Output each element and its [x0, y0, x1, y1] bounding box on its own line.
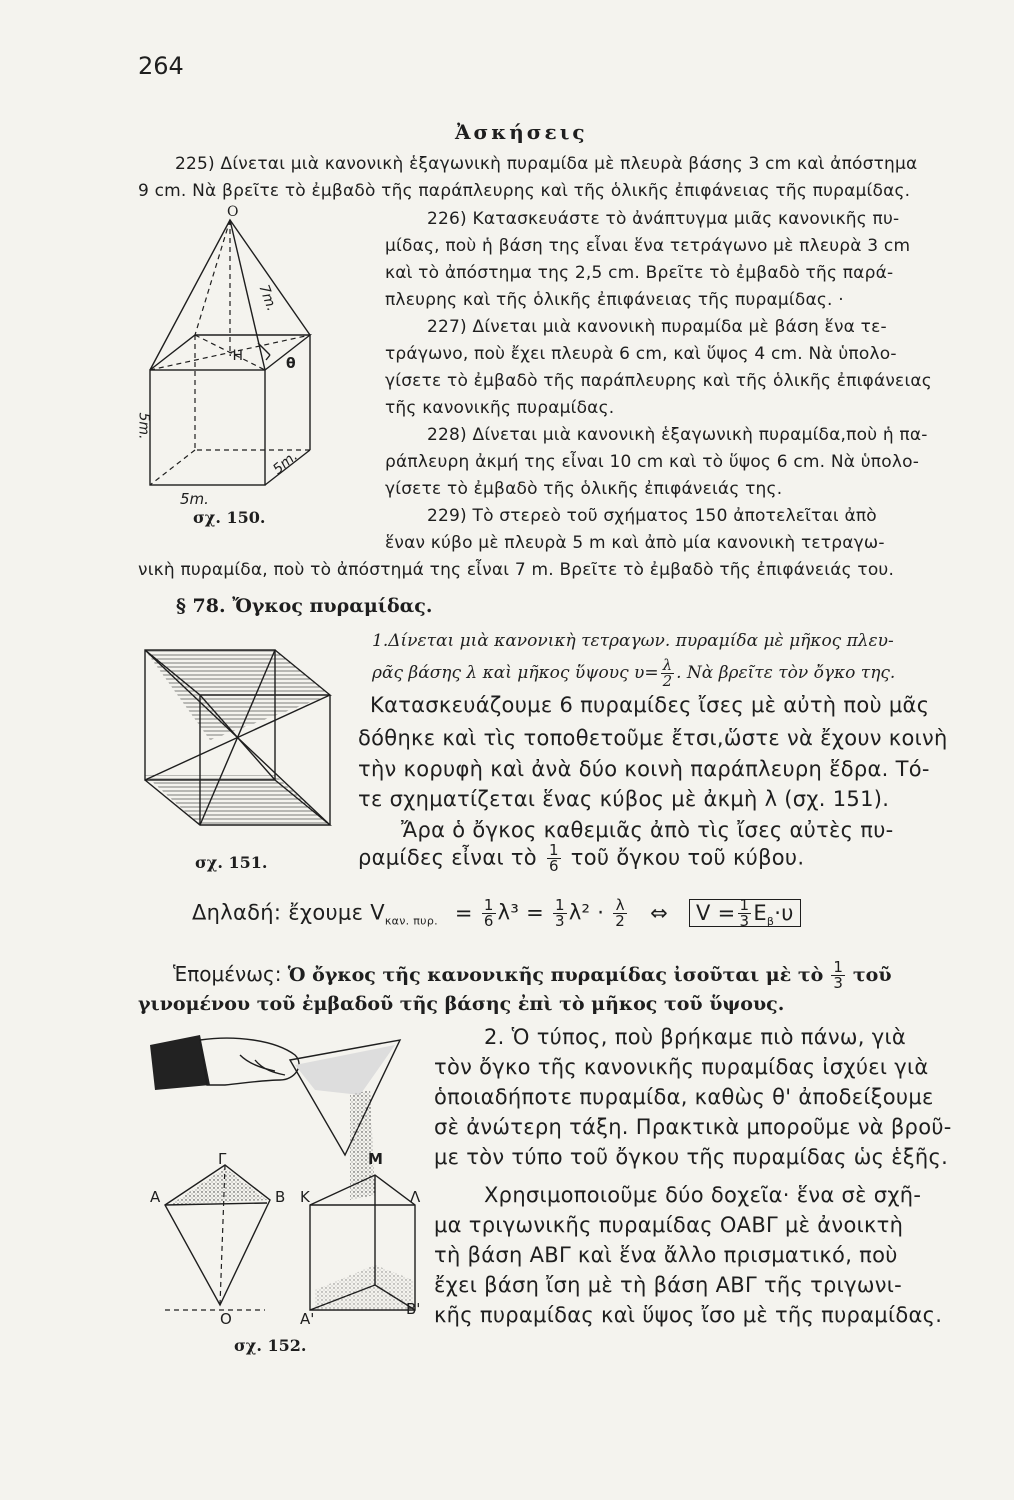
- fig152-label-alpha-prime: Α': [300, 1310, 315, 1328]
- fig152-label-lambda: Λ: [410, 1188, 421, 1206]
- boxed-volume-formula: V = $\frac{1}{3}$ $E_\beta\cdot\upsilon$: [689, 899, 801, 927]
- paragraph-line: σὲ ἀνώτερη τάξη. Πρακτικὰ μποροῦμε νὰ βροῦ-: [434, 1115, 952, 1139]
- paragraph-line: Ἄρα ὁ ὄγκος καθεμιᾶς ἀπὸ τὶς ἴσες αὐτὲς πυ-: [401, 818, 894, 842]
- fig150-label-5m-right: 5m.: [270, 448, 301, 478]
- exercise-226-line: 226) Κατασκευάστε τὸ ἀνάπτυγμα μιᾶς κανονικῆς πυ-: [427, 209, 900, 229]
- exercise-227-line: 227) Δίνεται μιὰ κανονικὴ πυραμίδα μὲ βάση ἕνα τε-: [427, 317, 887, 337]
- fig150-label-5m-bottom: 5m.: [180, 490, 209, 508]
- fig150-caption: σχ. 150.: [193, 508, 266, 527]
- fig150-label-h: ·Η: [228, 348, 243, 364]
- exercise-228-line: ράπλευρη ἀκμή της εἶναι 10 cm καὶ τὸ ὕψος 6 cm. Νὰ ὑπολο-: [385, 452, 920, 472]
- exercise-227-line: γίσετε τὸ ἐμβαδὸ τῆς παράπλευρης καὶ τῆς ὁλικῆς ἐπιφάνειας: [385, 371, 932, 391]
- formula-fraction: $\frac{\lambda}{2}$: [615, 896, 626, 930]
- paragraph-line: [358, 843, 804, 874]
- formula-fraction: $\frac{1}{6}$: [483, 896, 494, 930]
- one-sixth-fraction: $\frac{1}{6}$: [548, 841, 559, 875]
- exercise-226-line: καὶ τὸ ἀπόστημα της 2,5 cm. Βρεῖτε τὸ ἐμβαδὸ τῆς παρά-: [385, 263, 894, 283]
- exercise-226-line: πλευρης καὶ τῆς ὁλικῆς ἐπιφάνειας τῆς πυραμίδας. ·: [385, 290, 844, 310]
- fig152-label-kappa: Κ: [300, 1188, 310, 1206]
- fig150-vertex-o: Ο: [227, 204, 239, 220]
- exercise-227-line: τῆς κανονικῆς πυραμίδας.: [385, 398, 615, 418]
- paragraph-line: Χρησιμοποιοῦμε δύο δοχεῖα· ἕνα σὲ σχῆ-: [484, 1183, 922, 1207]
- exercise-229-line: ἕναν κύβο μὲ πλευρὰ 5 m καὶ ἀπὸ μία κανονικὴ τετραγω-: [385, 533, 885, 553]
- exercise-229-line: 229) Τὸ στερεὸ τοῦ σχήματος 150 ἀποτελεῖται ἀπὸ: [427, 506, 877, 526]
- fig152-label-alpha: Α: [150, 1188, 161, 1206]
- paragraph-line: τὸν ὄγκο τῆς κανονικῆς πυραμίδας ἰσχύει γιὰ: [434, 1055, 929, 1079]
- problem-1-line: 1.Δίνεται μιὰ κανονικὴ τετραγων. πυραμίδα μὲ μῆκος πλευ-: [372, 631, 894, 651]
- paragraph-line: τὴν κορυφὴ καὶ ἀνὰ δύο κοινὴ παράπλευρη ἕδρα. Τό-: [358, 757, 930, 781]
- problem-1-line: [372, 658, 895, 689]
- paragraph-line: με τὸν τύπο τοῦ ὄγκου τῆς πυραμίδας ὡς ἑξῆς.: [434, 1145, 949, 1169]
- paragraph-line: τὴ βάση ΑΒΓ καὶ ἕνα ἄλλο πρισματικό, ποὺ: [434, 1243, 898, 1267]
- paragraph-text: ραμίδες εἶναι τὸ: [358, 845, 537, 870]
- conclusion-text: Ἑπομένως:: [173, 962, 288, 986]
- fig151-caption: σχ. 151.: [195, 853, 268, 872]
- fig152-label-omicron: Ο: [220, 1310, 232, 1328]
- fig150-label-5m-left: 5m.: [135, 412, 152, 440]
- paragraph-line: 2. Ὁ τύπος, ποὺ βρήκαμε πιὸ πάνω, γιὰ: [484, 1025, 907, 1049]
- paragraph-line: ὁποιαδήποτε πυραμίδα, καθὼς θ' ἀποδείξουμε: [434, 1085, 934, 1109]
- paragraph-line: μα τριγωνικῆς πυραμίδας ΟΑΒΓ μὲ ἀνοικτὴ: [434, 1213, 904, 1237]
- page-number: 264: [138, 52, 184, 80]
- fig152-label-beta: Β: [275, 1188, 286, 1206]
- fig152-label-mu: Μ: [368, 1150, 383, 1168]
- paragraph-line: κῆς πυραμίδας καὶ ὕψος ἴσο μὲ τῆς πυραμίδας.: [434, 1303, 943, 1327]
- fig152-label-gamma: Γ: [218, 1150, 227, 1168]
- exercise-225-line: 225) Δίνεται μιὰ κανονικὴ ἑξαγωνικὴ πυραμίδα μὲ πλευρὰ βάσης 3 cm καὶ ἀπόστημα: [175, 154, 918, 174]
- section-78-title: § 78. Ὄγκος πυραμίδας.: [176, 595, 433, 617]
- paragraph-text: τοῦ ὄγκου τοῦ κύβου.: [570, 845, 805, 870]
- exercise-228-line: γίσετε τὸ ἐμβαδὸ τῆς ὁλικῆς ἐπιφάνειάς της.: [385, 479, 783, 499]
- fig150-label-theta: θ: [286, 356, 296, 372]
- formula-fraction: $\frac{1}{3}$: [554, 896, 565, 930]
- conclusion-line: γινομένου τοῦ ἐμβαδοῦ τῆς βάσης ἐπὶ τὸ μῆκος τοῦ ὕψους.: [138, 993, 785, 1015]
- fig152-label-beta-prime: Β': [406, 1300, 421, 1318]
- lambda-over-two: $\frac{\lambda}{2}$: [662, 656, 673, 690]
- conclusion-text: Ὁ ὄγκος τῆς κανονικῆς πυραμίδας ἰσοῦται μὲ τὸ: [287, 964, 824, 986]
- one-third-fraction: $\frac{1}{3}$: [833, 958, 843, 992]
- problem-1-text: . Νὰ βρεῖτε τὸν ὄγκο της.: [676, 663, 896, 683]
- exercises-heading: Ἀσκήσεις: [455, 120, 588, 144]
- paragraph-line: τε σχηματίζεται ἕνας κύβος μὲ ἀκμὴ λ (σχ. 151).: [358, 787, 890, 811]
- conclusion-text: τοῦ: [852, 964, 892, 986]
- exercise-227-line: τράγωνο, ποὺ ἔχει πλευρὰ 6 cm, καὶ ὕψος 4 cm. Νὰ ὑπολο-: [385, 344, 897, 364]
- exercise-226-line: μίδας, ποὺ ἡ βάση της εἶναι ἕνα τετράγωνο μὲ πλευρὰ 3 cm: [385, 236, 911, 256]
- paragraph-line: Κατασκευάζουμε 6 πυραμίδες ἴσες μὲ αὐτὴ ποὺ μᾶς: [370, 693, 930, 717]
- paragraph-line: ἔχει βάση ἴση μὲ τὴ βάση ΑΒΓ τῆς τριγωνι-: [434, 1273, 903, 1297]
- fig152-caption: σχ. 152.: [234, 1336, 307, 1355]
- figure-151-drawing: [140, 645, 340, 845]
- exercise-225-line: 9 cm. Νὰ βρεῖτε τὸ ἐμβαδὸ τῆς παράπλευρης καὶ τῆς ὁλικῆς ἐπιφάνειας τῆς πυραμίδας.: [138, 181, 911, 201]
- exercise-229-line: νικὴ πυραμίδα, ποὺ τὸ ἀπόστημά της εἶναι 7 m. Βρεῖτε τὸ ἐμβαδὸ τῆς ἐπιφάνειάς του.: [138, 560, 895, 580]
- volume-formula: Δηλαδή: ἔχουμε $V_{\kappa\alpha\nu. \pi\upsilon\rho.}$ = $\frac{1}{6}$ λ³ = $\frac{1}{3}$ λ² · $\frac{\lambda}{2}$ ⇔ V = $\frac{1}{3}$ $E_\beta\cdot\upsilon$: [192, 898, 801, 929]
- figure-150-drawing: [140, 205, 380, 505]
- conclusion-line: [173, 960, 892, 991]
- paragraph-line: δόθηκε καὶ τὶς τοποθετοῦμε ἔτσι,ὥστε νὰ ἔχουν κοινὴ: [358, 726, 948, 750]
- figure-152-drawing: [145, 1035, 445, 1325]
- exercise-228-line: 228) Δίνεται μιὰ κανονικὴ ἑξαγωνικὴ πυραμίδα,ποὺ ἡ πα-: [427, 425, 928, 445]
- formula-fraction: $\frac{1}{3}$: [739, 896, 750, 930]
- fig150-label-7m: 7m.: [255, 282, 280, 314]
- problem-1-text: ρᾶς βάσης λ καὶ μῆκος ὕψους υ=: [372, 663, 659, 683]
